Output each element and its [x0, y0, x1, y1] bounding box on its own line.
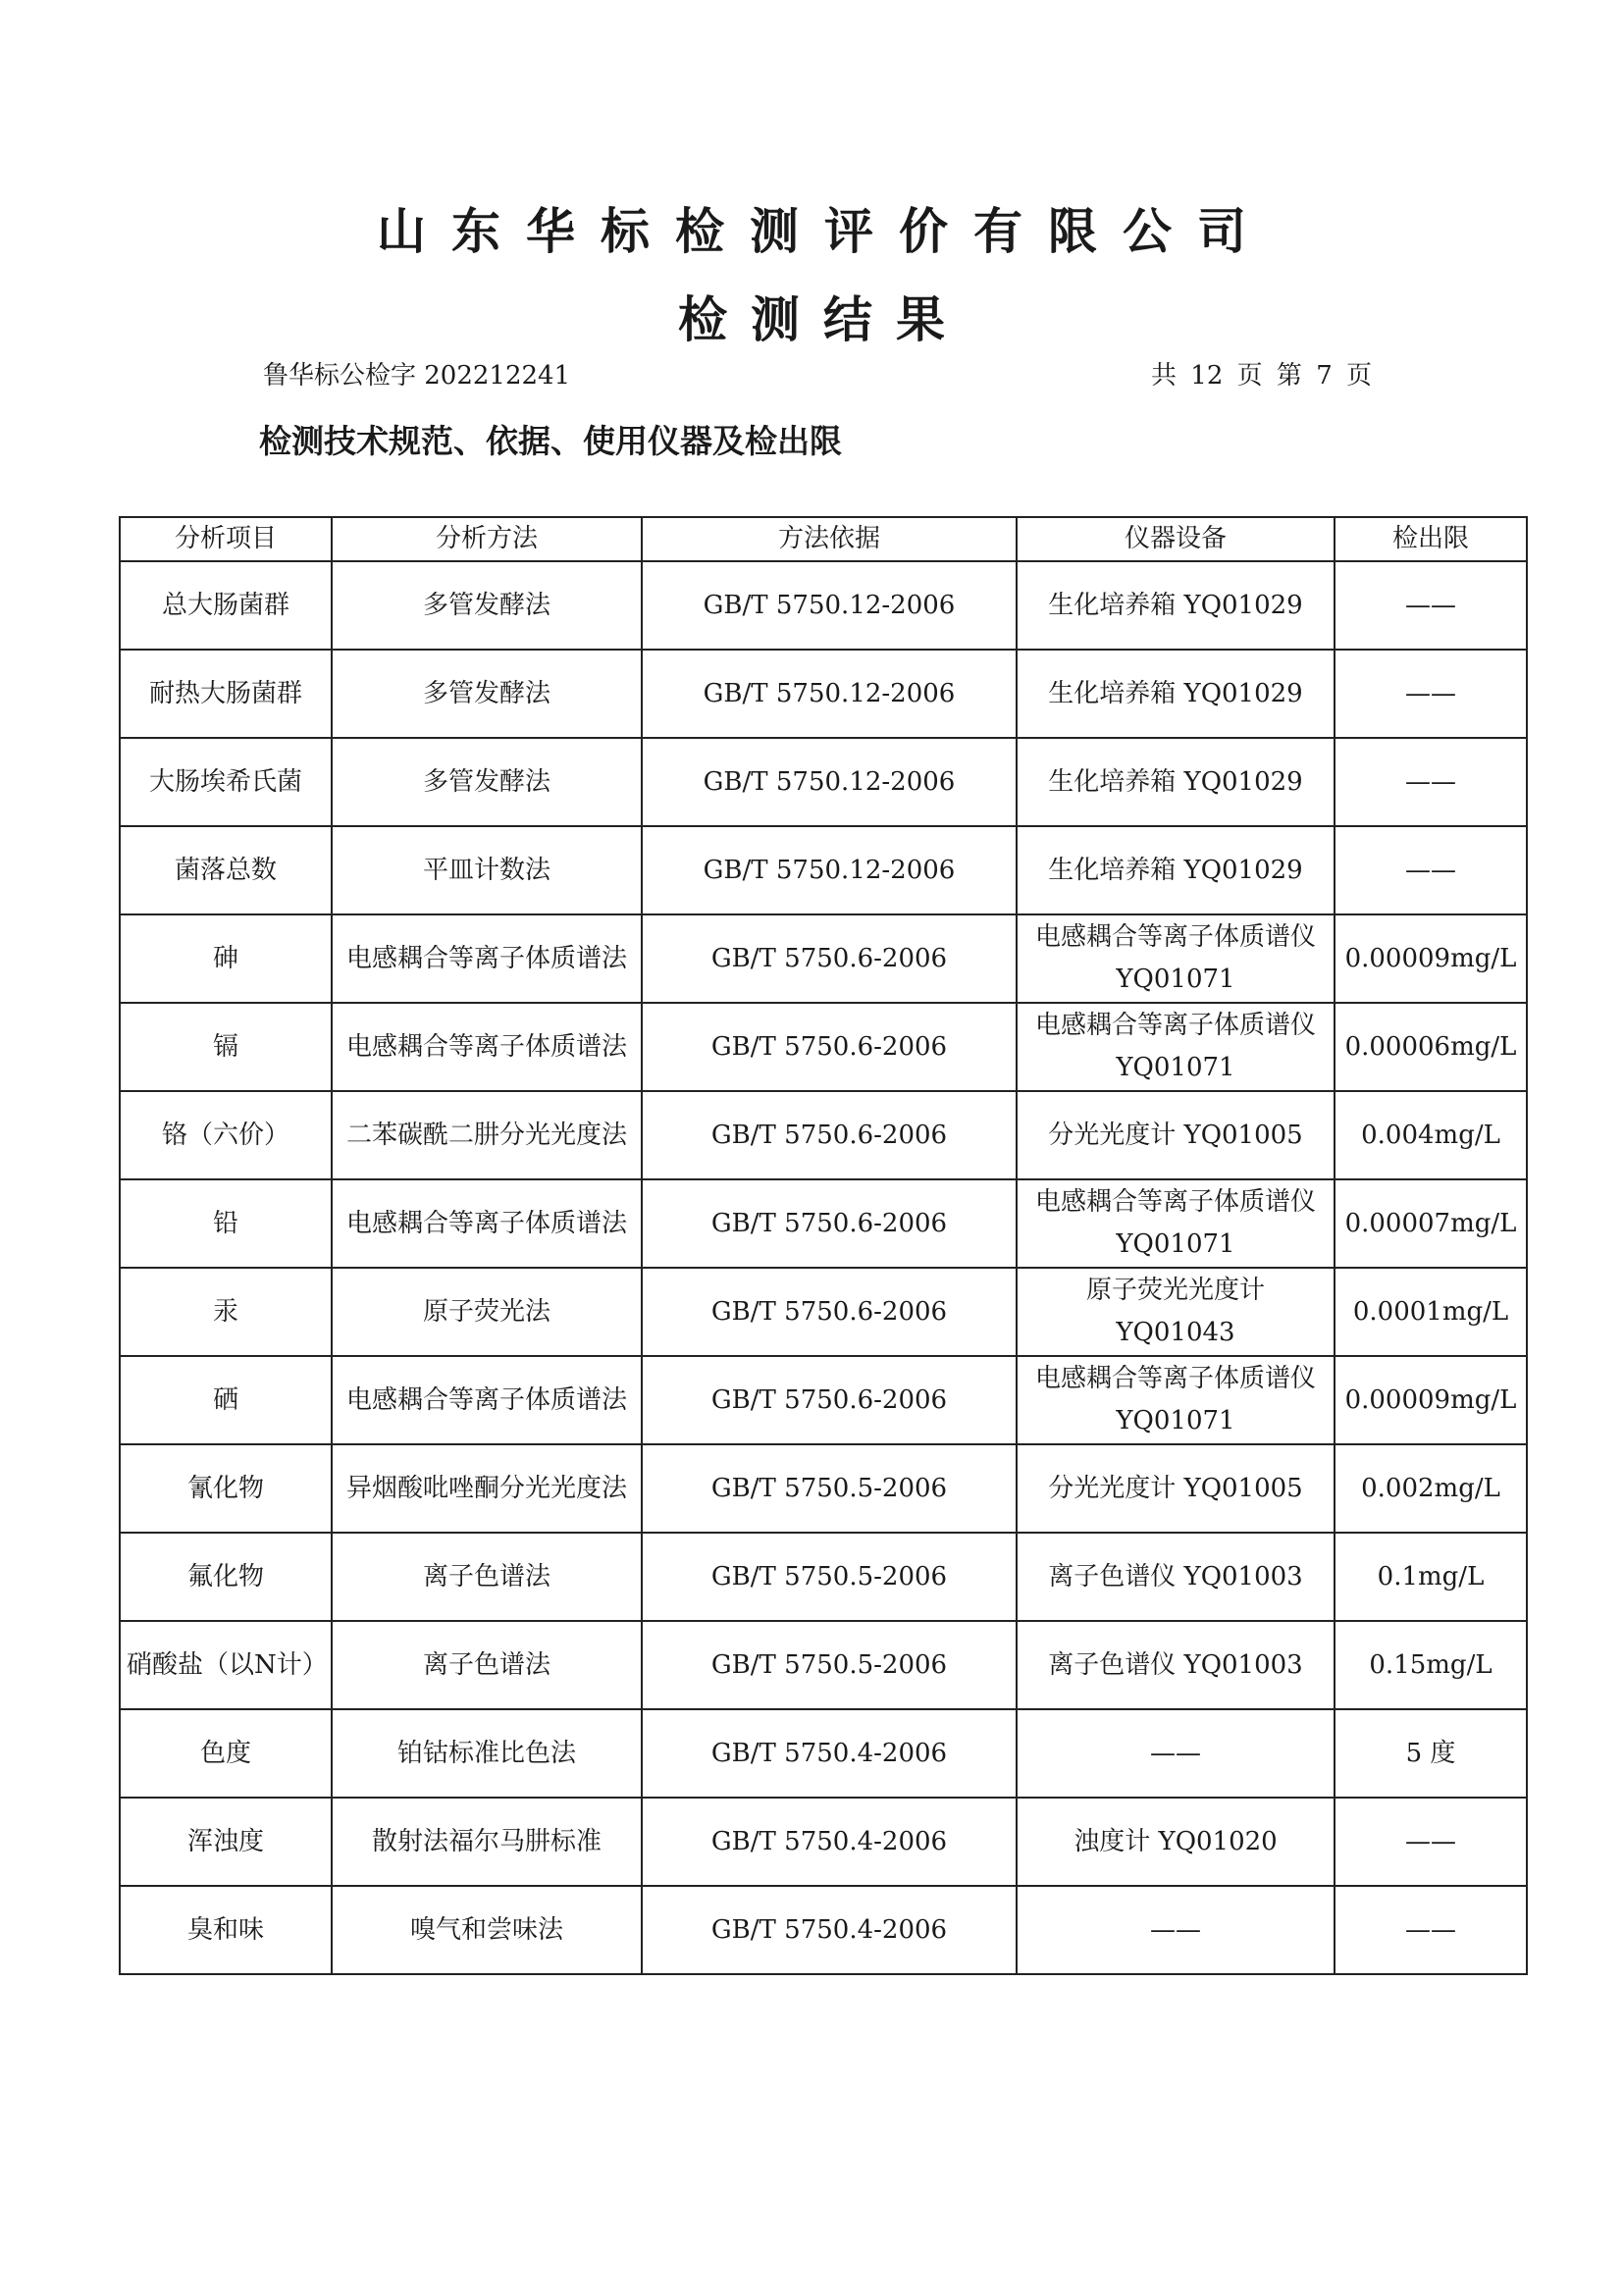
- page-indicator: 共 12 页 第 7 页: [1151, 361, 1372, 391]
- spec-table: [119, 516, 1528, 1975]
- table-row: [120, 914, 1527, 1003]
- cell-method: 多管发酵法: [332, 561, 642, 650]
- cell-detection-limit: ——: [1335, 561, 1527, 650]
- cell-basis: GB/T 5750.6-2006: [642, 1091, 1017, 1179]
- header-detection-limit: 检出限: [1335, 517, 1527, 561]
- cell-detection-limit: 0.00006mg/L: [1335, 1003, 1527, 1091]
- cell-instrument: 电感耦合等离子体质谱仪 YQ01071: [1017, 1179, 1335, 1268]
- cell-basis: GB/T 5750.12-2006: [642, 826, 1017, 914]
- table-row: [120, 650, 1527, 738]
- report-meta: [263, 355, 1372, 394]
- cell-method: 电感耦合等离子体质谱法: [332, 1003, 642, 1091]
- table-row: [120, 1533, 1527, 1621]
- cell-detection-limit: 0.0001mg/L: [1335, 1268, 1527, 1356]
- cell-basis: GB/T 5750.5-2006: [642, 1621, 1017, 1709]
- table-body: [120, 561, 1527, 1974]
- cell-basis: GB/T 5750.6-2006: [642, 1179, 1017, 1268]
- cell-method: 离子色谱法: [332, 1533, 642, 1621]
- cell-basis: GB/T 5750.4-2006: [642, 1886, 1017, 1974]
- cell-basis: GB/T 5750.6-2006: [642, 914, 1017, 1003]
- cell-instrument: 电感耦合等离子体质谱仪 YQ01071: [1017, 1356, 1335, 1444]
- table-row: [120, 1886, 1527, 1974]
- header-basis: 方法依据: [642, 517, 1017, 561]
- company-name: 山东华标检测评价有限公司: [377, 203, 1272, 260]
- cell-instrument: 生化培养箱 YQ01029: [1017, 738, 1335, 826]
- table-row: [120, 1621, 1527, 1709]
- cell-item: 耐热大肠菌群: [120, 650, 332, 738]
- cell-method: 多管发酵法: [332, 738, 642, 826]
- cell-item: 镉: [120, 1003, 332, 1091]
- cell-instrument: 分光光度计 YQ01005: [1017, 1444, 1335, 1533]
- cell-instrument: 浊度计 YQ01020: [1017, 1798, 1335, 1886]
- table-row: [120, 1003, 1527, 1091]
- header-item: 分析项目: [120, 517, 332, 561]
- cell-detection-limit: 0.00009mg/L: [1335, 1356, 1527, 1444]
- table-header-row: [120, 517, 1527, 561]
- cell-item: 砷: [120, 914, 332, 1003]
- cell-detection-limit: ——: [1335, 1798, 1527, 1886]
- cell-instrument: 电感耦合等离子体质谱仪 YQ01071: [1017, 1003, 1335, 1091]
- header-method: 分析方法: [332, 517, 642, 561]
- table-row: [120, 1091, 1527, 1179]
- cell-detection-limit: ——: [1335, 826, 1527, 914]
- table-row: [120, 738, 1527, 826]
- cell-item: 总大肠菌群: [120, 561, 332, 650]
- cell-detection-limit: 0.002mg/L: [1335, 1444, 1527, 1533]
- cell-method: 电感耦合等离子体质谱法: [332, 914, 642, 1003]
- cell-method: 电感耦合等离子体质谱法: [332, 1179, 642, 1268]
- cell-detection-limit: 5 度: [1335, 1709, 1527, 1798]
- cell-item: 汞: [120, 1268, 332, 1356]
- cell-instrument: 电感耦合等离子体质谱仪 YQ01071: [1017, 914, 1335, 1003]
- cell-basis: GB/T 5750.4-2006: [642, 1798, 1017, 1886]
- cell-item: 氰化物: [120, 1444, 332, 1533]
- cell-item: 硒: [120, 1356, 332, 1444]
- cell-instrument: ——: [1017, 1709, 1335, 1798]
- cell-basis: GB/T 5750.6-2006: [642, 1268, 1017, 1356]
- table-row: [120, 561, 1527, 650]
- cell-item: 浑浊度: [120, 1798, 332, 1886]
- cell-basis: GB/T 5750.4-2006: [642, 1709, 1017, 1798]
- section-title: 检测技术规范、依据、使用仪器及检出限: [259, 422, 842, 460]
- cell-basis: GB/T 5750.6-2006: [642, 1356, 1017, 1444]
- cell-method: 散射法福尔马肼标准: [332, 1798, 642, 1886]
- cell-detection-limit: ——: [1335, 650, 1527, 738]
- cell-detection-limit: ——: [1335, 1886, 1527, 1974]
- cell-item: 氟化物: [120, 1533, 332, 1621]
- cell-basis: GB/T 5750.5-2006: [642, 1444, 1017, 1533]
- cell-detection-limit: 0.15mg/L: [1335, 1621, 1527, 1709]
- cell-basis: GB/T 5750.12-2006: [642, 650, 1017, 738]
- cell-detection-limit: 0.00007mg/L: [1335, 1179, 1527, 1268]
- cell-detection-limit: 0.004mg/L: [1335, 1091, 1527, 1179]
- cell-method: 电感耦合等离子体质谱法: [332, 1356, 642, 1444]
- table-row: [120, 1798, 1527, 1886]
- table-row: [120, 1709, 1527, 1798]
- cell-method: 二苯碳酰二肼分光光度法: [332, 1091, 642, 1179]
- cell-item: 铅: [120, 1179, 332, 1268]
- cell-item: 硝酸盐（以N计）: [120, 1621, 332, 1709]
- cell-item: 色度: [120, 1709, 332, 1798]
- cell-detection-limit: 0.1mg/L: [1335, 1533, 1527, 1621]
- cell-instrument: 分光光度计 YQ01005: [1017, 1091, 1335, 1179]
- cell-method: 平皿计数法: [332, 826, 642, 914]
- report-number: 鲁华标公检字 202212241: [263, 361, 571, 391]
- cell-item: 臭和味: [120, 1886, 332, 1974]
- cell-method: 离子色谱法: [332, 1621, 642, 1709]
- cell-basis: GB/T 5750.6-2006: [642, 1003, 1017, 1091]
- table-row: [120, 1268, 1527, 1356]
- cell-basis: GB/T 5750.12-2006: [642, 738, 1017, 826]
- cell-method: 铂钴标准比色法: [332, 1709, 642, 1798]
- cell-item: 菌落总数: [120, 826, 332, 914]
- cell-basis: GB/T 5750.5-2006: [642, 1533, 1017, 1621]
- cell-method: 异烟酸吡唑酮分光光度法: [332, 1444, 642, 1533]
- cell-detection-limit: ——: [1335, 738, 1527, 826]
- cell-instrument: 生化培养箱 YQ01029: [1017, 561, 1335, 650]
- cell-detection-limit: 0.00009mg/L: [1335, 914, 1527, 1003]
- cell-item: 铬（六价）: [120, 1091, 332, 1179]
- cell-instrument: 离子色谱仪 YQ01003: [1017, 1621, 1335, 1709]
- cell-method: 原子荧光法: [332, 1268, 642, 1356]
- cell-method: 嗅气和尝味法: [332, 1886, 642, 1974]
- table-row: [120, 826, 1527, 914]
- document-title: 检测结果: [678, 291, 969, 348]
- cell-method: 多管发酵法: [332, 650, 642, 738]
- cell-instrument: 离子色谱仪 YQ01003: [1017, 1533, 1335, 1621]
- cell-instrument: 生化培养箱 YQ01029: [1017, 650, 1335, 738]
- cell-instrument: ——: [1017, 1886, 1335, 1974]
- header-instrument: 仪器设备: [1017, 517, 1335, 561]
- cell-instrument: 生化培养箱 YQ01029: [1017, 826, 1335, 914]
- cell-basis: GB/T 5750.12-2006: [642, 561, 1017, 650]
- table-row: [120, 1179, 1527, 1268]
- table-row: [120, 1356, 1527, 1444]
- cell-instrument: 原子荧光光度计 YQ01043: [1017, 1268, 1335, 1356]
- cell-item: 大肠埃希氏菌: [120, 738, 332, 826]
- table-row: [120, 1444, 1527, 1533]
